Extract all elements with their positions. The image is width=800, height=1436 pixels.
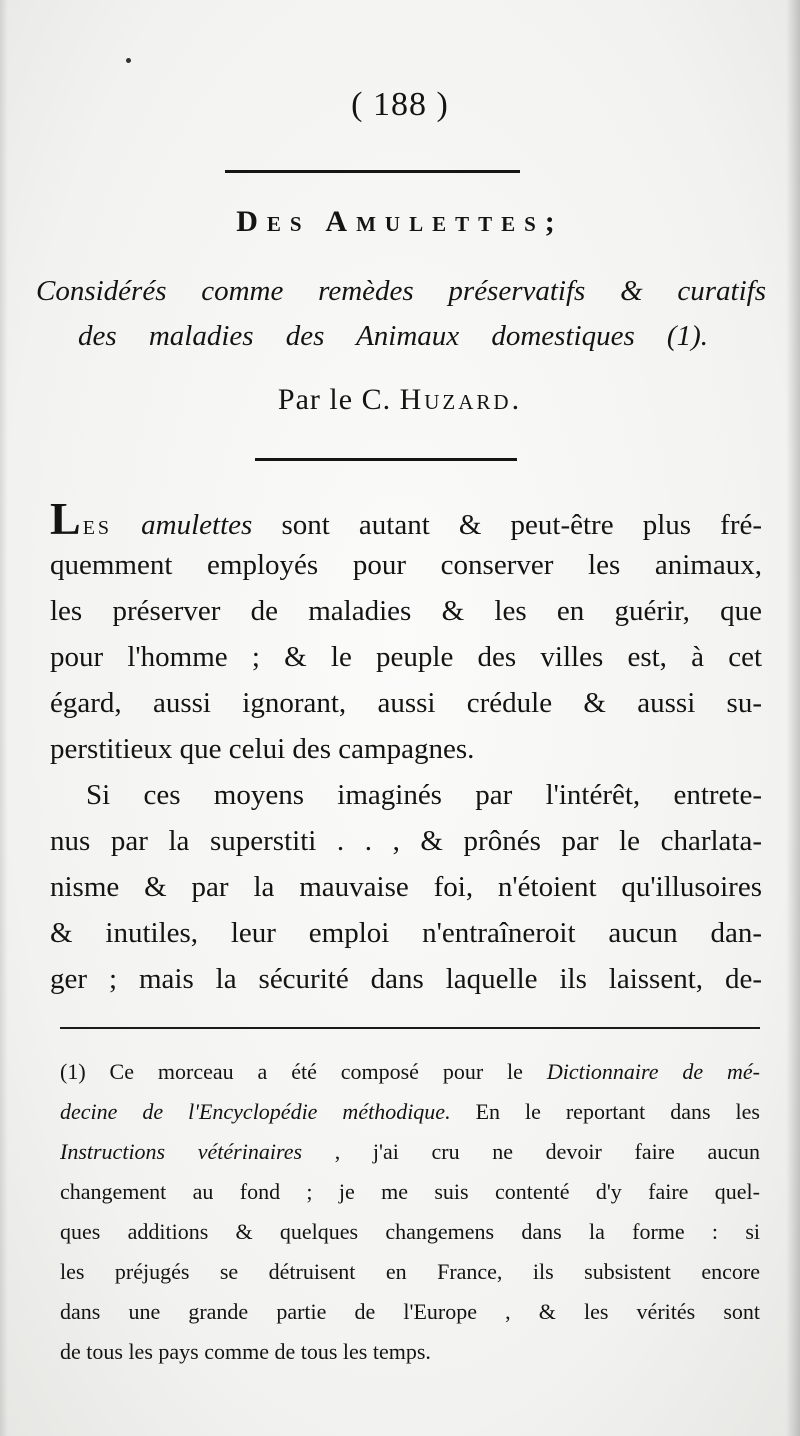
body-line-8: nus par la superstiti . . , & prônés par le charlata- <box>50 825 762 857</box>
author-line <box>0 383 800 417</box>
footnote-line-6: les préjugés se détruisent en France, ils subsistent encore <box>60 1259 760 1284</box>
author-prefix: Par le C. <box>277 383 400 416</box>
header-rule <box>225 170 520 173</box>
body-line-4: pour l'homme ; & le peuple des villes est, à cet <box>50 641 762 673</box>
footnote-line-2-rest: En le reportant dans les <box>450 1099 760 1124</box>
chapter-subtitle-line-2: des maladies des Animaux domestiques (1). <box>78 320 708 352</box>
footnote-line-5: ques additions & quelques changemens dans la forme : si <box>60 1219 760 1244</box>
body-line-11: ger ; mais la sécurité dans laquelle ils laissent, de- <box>50 963 762 995</box>
footnote-line-1-prefix: (1) Ce morceau a été composé pour le <box>60 1059 547 1084</box>
body-line-5: égard, aussi ignorant, aussi crédule & aussi su- <box>50 687 762 719</box>
footnote-line-1-italic: Dictionnaire de mé- <box>546 1059 760 1084</box>
footnote-line-8: de tous les pays comme de tous les temps. <box>60 1339 431 1364</box>
footnote-rule <box>60 1027 760 1029</box>
chapter-title: Des Amulettes; <box>236 205 564 238</box>
body-text <box>50 496 762 1002</box>
body-line-7: Si ces moyens imaginés par l'intérêt, entrete- <box>86 779 762 811</box>
footnote-line-3-rest: , j'ai cru ne devoir faire aucun <box>302 1139 760 1164</box>
footnote-line-7: dans une grande partie de l'Europe , & les vérités sont <box>60 1299 760 1324</box>
section-rule <box>255 458 517 461</box>
body-line-6: perstitieux que celui des campagnes. <box>50 733 475 765</box>
body-line-9: nisme & par la mauvaise foi, n'étoient qu'illusoires <box>50 871 762 903</box>
body-first-word: es <box>82 509 113 541</box>
footnote-line-2-italic: decine de l'Encyclopédie méthodique. <box>60 1099 451 1124</box>
author-name: Huzard. <box>399 383 523 416</box>
footnote-line-4: changement au fond ; je me suis contenté d'y faire quel- <box>60 1179 760 1204</box>
paper-speck <box>126 58 131 63</box>
body-italic-word: amulettes <box>141 509 253 541</box>
drop-cap: L <box>50 496 81 542</box>
body-line-2: quemment employés pour conserver les animaux, <box>50 549 762 581</box>
body-line-1-rest: sont autant & peut-être plus fré- <box>281 509 762 541</box>
body-line-1 <box>50 496 762 542</box>
body-line-3: les préserver de maladies & les en guérir, que <box>50 595 762 627</box>
footnote <box>60 1052 760 1372</box>
chapter-subtitle-line-1: Considérés comme remèdes préservatifs & curatifs <box>36 275 766 307</box>
footnote-line-2 <box>60 1092 760 1132</box>
body-line-10: & inutiles, leur emploi n'entraîneroit aucun dan- <box>50 917 762 949</box>
page-number: ( 188 ) <box>351 86 449 123</box>
footnote-line-3-italic: Instructions vétérinaires <box>60 1139 303 1164</box>
footnote-line-3 <box>60 1132 760 1172</box>
footnote-line-1 <box>60 1052 760 1092</box>
